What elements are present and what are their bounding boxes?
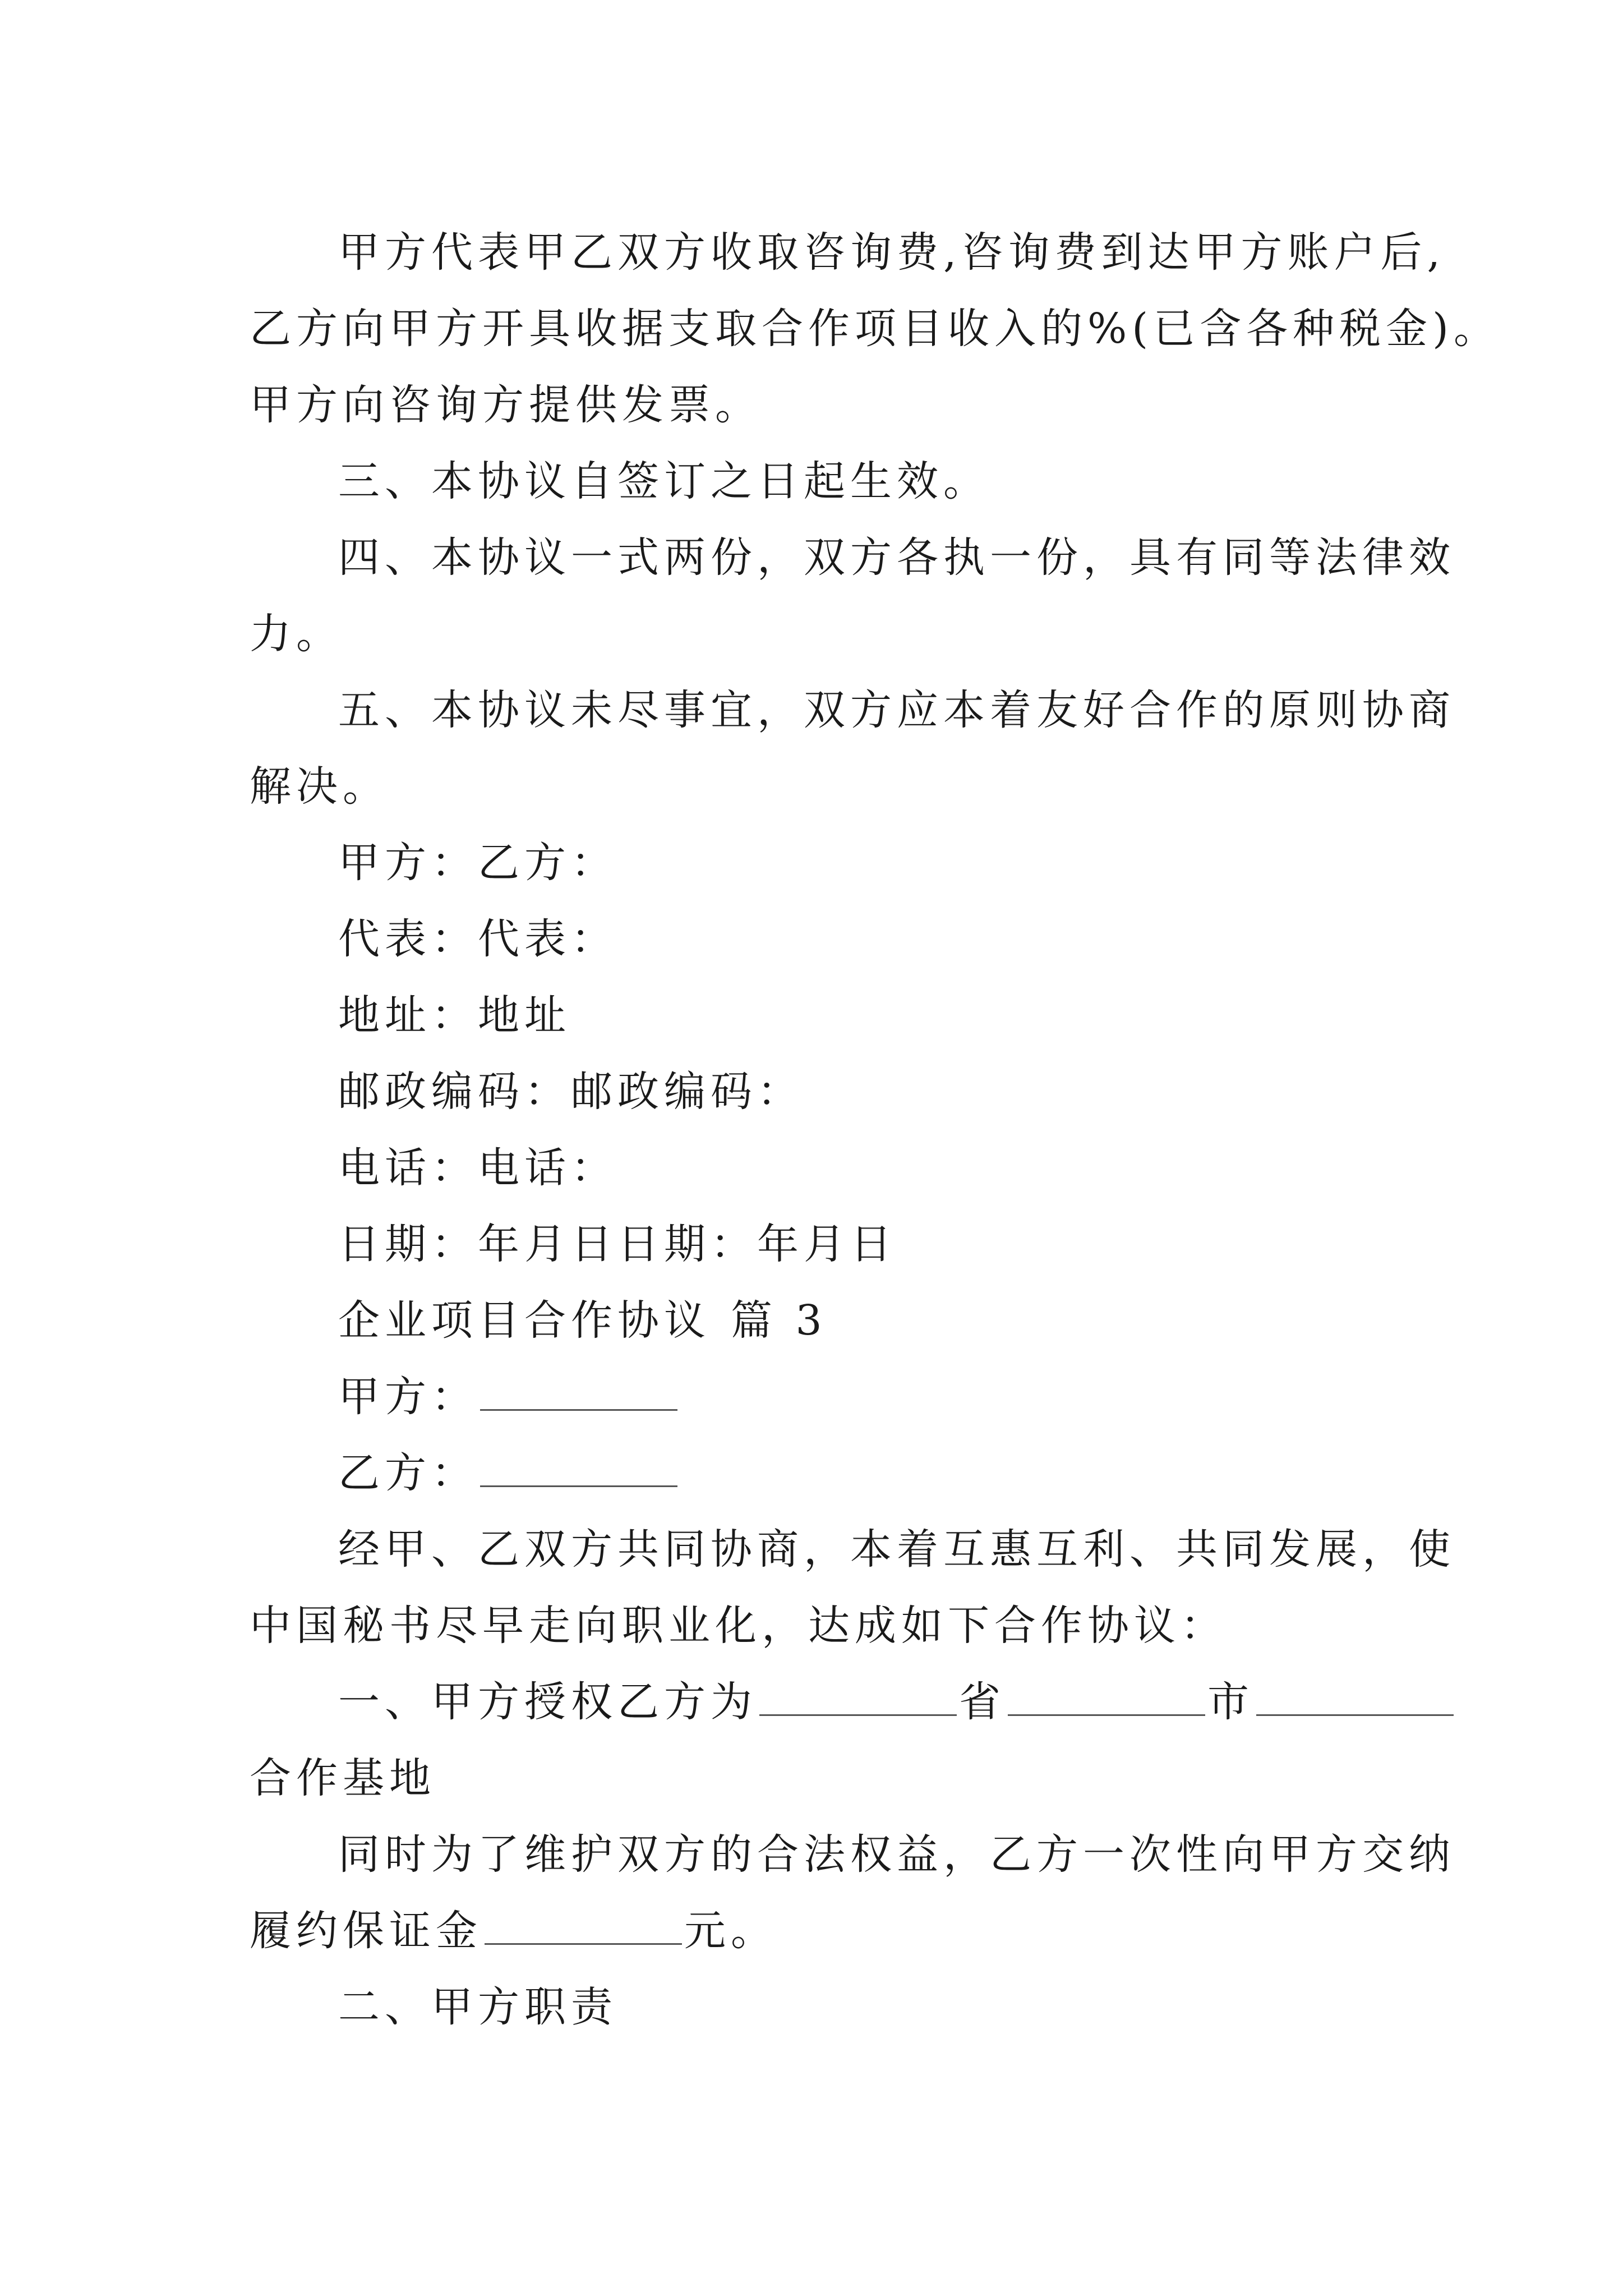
section-number: 篇 3 bbox=[731, 1296, 827, 1345]
signature-party: 甲方：乙方： bbox=[338, 839, 617, 887]
paragraph-line: 经甲、乙双方共同协商，本着互惠互利、共同发展，使 bbox=[338, 1525, 1455, 1573]
province-blank bbox=[759, 1680, 957, 1716]
signature-phone: 电话：电话： bbox=[338, 1144, 617, 1192]
paragraph-line: 解决。 bbox=[250, 762, 389, 811]
party-a-blank bbox=[480, 1374, 677, 1411]
deposit-label: 履约保证金 bbox=[250, 1907, 482, 1955]
deposit-line bbox=[250, 1893, 1377, 1969]
city-label: 市 bbox=[1207, 1678, 1254, 1726]
paragraph-line: 同时为了维护双方的合法权益，乙方一次性向甲方交纳 bbox=[338, 1830, 1455, 1879]
party-b-label: 乙方： bbox=[338, 1449, 478, 1497]
clause-five: 五、本协议未尽事宜，双方应本着友好合作的原则协商 bbox=[338, 686, 1455, 734]
party-a-label: 甲方： bbox=[338, 1373, 478, 1421]
section-heading bbox=[250, 1282, 1377, 1359]
paragraph-line: 甲方代表甲乙双方收取咨询费,咨询费到达甲方账户后, bbox=[338, 228, 1446, 277]
clause-three: 三、本协议自签订之日起生效。 bbox=[338, 457, 990, 505]
clause-one-text: 一、甲方授权乙方为 bbox=[338, 1678, 757, 1726]
city-blank bbox=[1008, 1680, 1205, 1716]
party-b-line bbox=[250, 1435, 1377, 1511]
signature-address: 地址：地址 bbox=[338, 991, 571, 1039]
clause-two-heading: 二、甲方职责 bbox=[338, 1983, 617, 2031]
document-body bbox=[250, 214, 1501, 2045]
paragraph-line: 甲方向咨询方提供发票。 bbox=[250, 381, 762, 429]
paragraph-line: 乙方向甲方开具收据支取合作项目收入的%(已含各种税金)。 bbox=[250, 305, 1501, 353]
paragraph-line: 力。 bbox=[250, 610, 343, 658]
party-b-blank bbox=[480, 1451, 677, 1487]
clause-one bbox=[250, 1664, 1377, 1740]
deposit-unit: 元。 bbox=[684, 1907, 777, 1955]
signature-postcode: 邮政编码：邮政编码： bbox=[338, 1068, 804, 1116]
paragraph-line: 中国秘书尽早走向职业化，达成如下合作协议： bbox=[250, 1602, 1227, 1650]
deposit-blank bbox=[485, 1908, 682, 1945]
section-title: 企业项目合作协议 bbox=[338, 1296, 711, 1345]
party-a-line bbox=[250, 1359, 1377, 1435]
paragraph-line: 合作基地 bbox=[250, 1754, 436, 1802]
signature-representative: 代表：代表： bbox=[338, 915, 617, 963]
clause-four: 四、本协议一式两份，双方各执一份，具有同等法律效 bbox=[338, 533, 1455, 582]
base-blank bbox=[1256, 1680, 1454, 1716]
province-label: 省 bbox=[959, 1678, 1006, 1726]
signature-date: 日期：年月日日期：年月日 bbox=[338, 1220, 897, 1268]
